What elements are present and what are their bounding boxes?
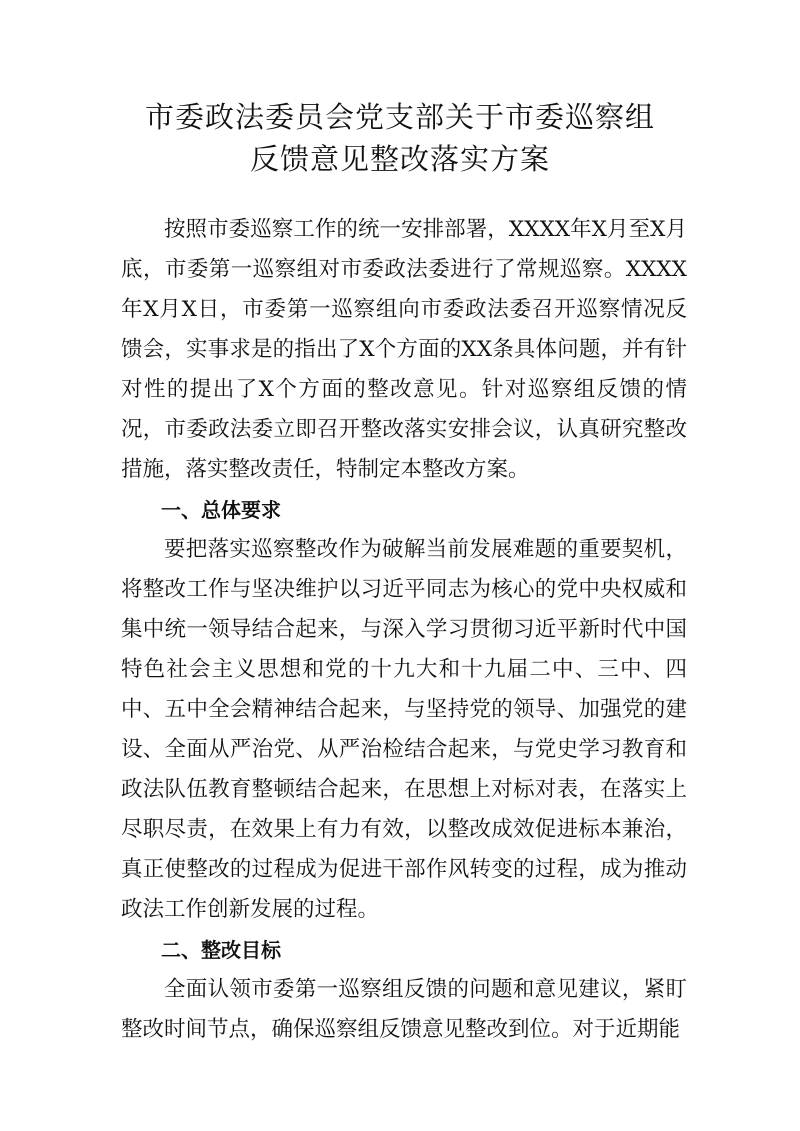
document-title-line-2: 反馈意见整改落实方案: [249, 142, 550, 176]
rectification-goals-paragraph: 全面认领市委第一巡察组反馈的问题和意见建议，紧盯整改时间节点，确保巡察组反馈意见整改到位。对于近期能: [121, 977, 687, 1042]
general-requirements-paragraph: 要把落实巡察整改作为破解当前发展难题的重要契机，将整改工作与坚决维护以习近平同志为核心的党中央权威和集中统一领导结合起来，与深入学习贯彻习近平新时代中国特色社会主义思想和党的十九大和十九届二中、三中、四中、五中全会精神结合起来，与坚持党的领导、加强党的建设、全面从严治党、从严治检结合起来，与党史学习教育和政法队伍教育整顿结合起来，在思想上对标对表，在落实上尽职尽责，在效果上有力有效，以整改成效促进标本兼治，真正使整改的过程成为促进干部作风转变的过程，成为推动政法工作创新发展的过程。: [121, 537, 687, 922]
section-heading-rectification-goals: 二、整改目标: [161, 938, 281, 962]
intro-paragraph: 按照市委巡察工作的统一安排部署，XXXX年X月至X月底，市委第一巡察组对市委政法委进行了常规巡察。XXXX年X月X日，市委第一巡察组向市委政法委召开巡察情况反馈会，实事求是的指出了X个方面的XX条具体问题，并有针对性的提出了X个方面的整改意见。针对巡察组反馈的情况，市委政法委立即召开整改落实安排会议，认真研究整改措施，落实整改责任，特制定本整改方案。: [121, 217, 687, 482]
section-heading-general-requirements: 一、总体要求: [161, 498, 281, 522]
document-body: [121, 210, 687, 1050]
document-title-line-1: 市委政法委员会党支部关于市委巡察组: [144, 100, 655, 134]
